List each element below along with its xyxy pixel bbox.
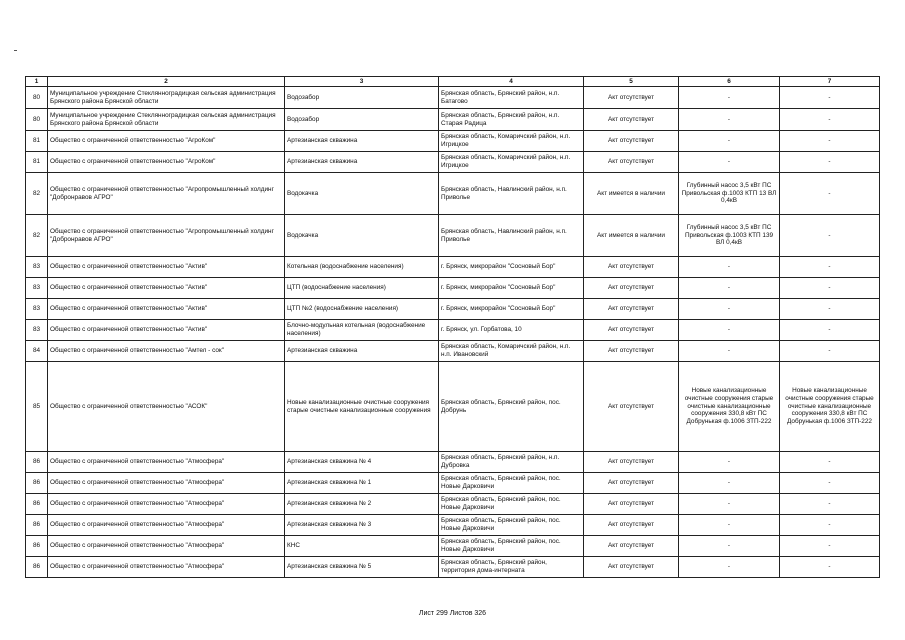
table-row <box>26 215 880 257</box>
cell-object: Артезианская скважина № 4 <box>285 452 439 473</box>
cell-object: Водокачка <box>285 215 439 257</box>
cell-act-status: Акт отсутствует <box>584 131 679 152</box>
cell-act-status: Акт отсутствует <box>584 320 679 341</box>
cell-number: 82 <box>26 215 48 257</box>
cell-act-status: Акт имеется в наличии <box>584 215 679 257</box>
cell-organization: Общество с ограниченной ответственностью "Агропромышленный холдинг "Добронравов АГРО" <box>48 215 285 257</box>
table-row <box>26 341 880 362</box>
cell-organization: Общество с ограниченной ответственностью "Актив" <box>48 257 285 278</box>
cell-object: Артезианская скважина <box>285 131 439 152</box>
cell-column-7: Новые канализационные очистные сооружения старые очистные канализационные сооружения 330,8 кВт ПС Добрунькая ф.1006 ЗТП-222 <box>780 362 880 452</box>
cell-organization: Общество с ограниченной ответственностью "Атмосфера" <box>48 494 285 515</box>
cell-column-6: - <box>679 109 780 131</box>
cell-organization: Общество с ограниченной ответственностью "АгроКом" <box>48 152 285 173</box>
cell-object: Водозабор <box>285 109 439 131</box>
cell-column-6: - <box>679 515 780 536</box>
cell-organization: Общество с ограниченной ответственностью "Актив" <box>48 320 285 341</box>
table-row <box>26 87 880 109</box>
table-row <box>26 452 880 473</box>
cell-object: Артезианская скважина <box>285 152 439 173</box>
cell-column-6: - <box>679 257 780 278</box>
cell-object: Новые канализационные очистные сооружения старые очистные канализационные сооружения <box>285 362 439 452</box>
cell-column-7: - <box>780 278 880 299</box>
cell-column-6: - <box>679 557 780 578</box>
cell-column-6: Глубинный насос 3,5 кВт ПС Привольская ф.1003 КТП 139 ВЛ 0,4кВ <box>679 215 780 257</box>
cell-organization: Общество с ограниченной ответственностью "Атмосфера" <box>48 557 285 578</box>
table-row <box>26 173 880 215</box>
cell-address: г. Брянск, микрорайон "Сосновый Бор" <box>439 257 584 278</box>
cell-organization: Общество с ограниченной ответственностью "Атмосфера" <box>48 473 285 494</box>
cell-organization: Общество с ограниченной ответственностью "Атмосфера" <box>48 515 285 536</box>
cell-column-6: - <box>679 536 780 557</box>
cell-column-7: - <box>780 87 880 109</box>
cell-organization: Общество с ограниченной ответственностью "АСОК" <box>48 362 285 452</box>
cell-act-status: Акт отсутствует <box>584 152 679 173</box>
cell-number: 86 <box>26 452 48 473</box>
cell-act-status: Акт отсутствует <box>584 494 679 515</box>
cell-column-6: - <box>679 87 780 109</box>
registry-table <box>25 76 880 578</box>
cell-address: Брянская область, Брянский район, пос. Новые Дарковичи <box>439 515 584 536</box>
cell-object: ЦТП (водоснабжение населения) <box>285 278 439 299</box>
cell-column-7: - <box>780 452 880 473</box>
cell-column-7: - <box>780 215 880 257</box>
cell-number: 83 <box>26 278 48 299</box>
cell-number: 83 <box>26 257 48 278</box>
table-row <box>26 131 880 152</box>
cell-address: Брянская область, Брянский район, н.п. Дубровка <box>439 452 584 473</box>
cell-column-7: - <box>780 341 880 362</box>
cell-address: Брянская область, Комаричский район, н.п. н.п. Ивановский <box>439 341 584 362</box>
cell-column-6: - <box>679 473 780 494</box>
cell-act-status: Акт отсутствует <box>584 515 679 536</box>
cell-number: 83 <box>26 299 48 320</box>
header-cell: 7 <box>780 77 880 87</box>
cell-organization: Общество с ограниченной ответственностью "Атмосфера" <box>48 452 285 473</box>
cell-number: 86 <box>26 515 48 536</box>
cell-column-7: - <box>780 173 880 215</box>
cell-column-7: - <box>780 320 880 341</box>
cell-act-status: Акт отсутствует <box>584 362 679 452</box>
cell-organization: Общество с ограниченной ответственностью "Актив" <box>48 299 285 320</box>
header-cell: 6 <box>679 77 780 87</box>
cell-column-7: - <box>780 299 880 320</box>
cell-column-6: - <box>679 320 780 341</box>
table-row <box>26 278 880 299</box>
cell-column-6: - <box>679 452 780 473</box>
cell-organization: Муниципальное учреждение Стеклянноградицкая сельская администрация Брянского района Брянской области <box>48 87 285 109</box>
table-row <box>26 257 880 278</box>
table-row <box>26 362 880 452</box>
table-row <box>26 299 880 320</box>
cell-number: 81 <box>26 152 48 173</box>
cell-object: КНС <box>285 536 439 557</box>
cell-organization: Общество с ограниченной ответственностью "Атмосфера" <box>48 536 285 557</box>
cell-address: г. Брянск, микрорайон "Сосновый Бор" <box>439 299 584 320</box>
cell-object: Блочно-модульная котельная (водоснабжение населения) <box>285 320 439 341</box>
cell-address: г. Брянск, ул. Горбатова, 10 <box>439 320 584 341</box>
cell-act-status: Акт отсутствует <box>584 109 679 131</box>
cell-column-7: - <box>780 109 880 131</box>
header-cell: 1 <box>26 77 48 87</box>
cell-number: 83 <box>26 320 48 341</box>
cell-address: Брянская область, Брянский район, пос. Новые Дарковичи <box>439 536 584 557</box>
cell-object: Котельная (водоснабжение населения) <box>285 257 439 278</box>
cell-column-7: - <box>780 257 880 278</box>
cell-column-6: - <box>679 131 780 152</box>
table-row <box>26 536 880 557</box>
scan-mark <box>14 50 17 51</box>
cell-address: Брянская область, Комаричский район, н.п. Игрицкое <box>439 152 584 173</box>
table-row <box>26 320 880 341</box>
cell-object: Водокачка <box>285 173 439 215</box>
cell-address: Брянская область, Брянский район, пос. Добрунь <box>439 362 584 452</box>
cell-act-status: Акт отсутствует <box>584 87 679 109</box>
table-row <box>26 473 880 494</box>
cell-number: 80 <box>26 87 48 109</box>
cell-column-7: - <box>780 536 880 557</box>
cell-act-status: Акт имеется в наличии <box>584 173 679 215</box>
table-row <box>26 494 880 515</box>
header-cell: 2 <box>48 77 285 87</box>
cell-object: Артезианская скважина № 5 <box>285 557 439 578</box>
cell-number: 85 <box>26 362 48 452</box>
cell-object: Артезианская скважина № 1 <box>285 473 439 494</box>
header-cell: 3 <box>285 77 439 87</box>
cell-object: Артезианская скважина № 3 <box>285 515 439 536</box>
cell-number: 86 <box>26 536 48 557</box>
cell-organization: Общество с ограниченной ответственностью "Амтел - сок" <box>48 341 285 362</box>
registry-table-body <box>26 77 880 578</box>
table-row <box>26 557 880 578</box>
cell-act-status: Акт отсутствует <box>584 557 679 578</box>
cell-number: 82 <box>26 173 48 215</box>
cell-address: Брянская область, Брянский район, территория дома-интерната <box>439 557 584 578</box>
cell-column-7: - <box>780 152 880 173</box>
cell-address: Брянская область, Брянский район, н.п. Батагово <box>439 87 584 109</box>
cell-address: Брянская область, Брянский район, пос. Новые Дарковичи <box>439 473 584 494</box>
cell-organization: Общество с ограниченной ответственностью "Агропромышленный холдинг "Добронравов АГРО" <box>48 173 285 215</box>
cell-address: Брянская область, Комаричский район, н.п. Игрицкое <box>439 131 584 152</box>
cell-number: 80 <box>26 109 48 131</box>
header-cell: 5 <box>584 77 679 87</box>
cell-column-6: - <box>679 341 780 362</box>
cell-column-7: - <box>780 494 880 515</box>
cell-act-status: Акт отсутствует <box>584 278 679 299</box>
cell-column-6: - <box>679 152 780 173</box>
cell-object: Водозабор <box>285 87 439 109</box>
cell-organization: Муниципальное учреждение Стеклянноградицкая сельская администрация Брянского района Брянской области <box>48 109 285 131</box>
cell-organization: Общество с ограниченной ответственностью "АгроКом" <box>48 131 285 152</box>
cell-address: г. Брянск, микрорайон "Сосновый Бор" <box>439 278 584 299</box>
cell-address: Брянская область, Навлинский район, н.п. Приволье <box>439 215 584 257</box>
cell-column-7: - <box>780 131 880 152</box>
table-row <box>26 152 880 173</box>
cell-column-6: - <box>679 494 780 515</box>
header-cell: 4 <box>439 77 584 87</box>
cell-number: 86 <box>26 557 48 578</box>
cell-column-7: - <box>780 557 880 578</box>
cell-object: ЦТП №2 (водоснабжение населения) <box>285 299 439 320</box>
cell-column-7: - <box>780 473 880 494</box>
cell-address: Брянская область, Брянский район, пос. Новые Дарковичи <box>439 494 584 515</box>
cell-act-status: Акт отсутствует <box>584 299 679 320</box>
cell-number: 84 <box>26 341 48 362</box>
cell-number: 86 <box>26 494 48 515</box>
cell-number: 81 <box>26 131 48 152</box>
table-row <box>26 109 880 131</box>
cell-column-6: - <box>679 299 780 320</box>
table-row <box>26 515 880 536</box>
cell-act-status: Акт отсутствует <box>584 257 679 278</box>
header-row <box>26 77 880 87</box>
cell-object: Артезианская скважина <box>285 341 439 362</box>
cell-column-6: Новые канализационные очистные сооружения старые очистные канализационные сооружения 330,8 кВт ПС Добрунькая ф.1006 ЗТП-222 <box>679 362 780 452</box>
cell-act-status: Акт отсутствует <box>584 341 679 362</box>
cell-address: Брянская область, Навлинский район, н.п. Приволье <box>439 173 584 215</box>
cell-number: 86 <box>26 473 48 494</box>
cell-act-status: Акт отсутствует <box>584 473 679 494</box>
cell-column-6: Глубинный насос 3,5 кВт ПС Привольская ф.1003 КТП 13 ВЛ 0,4кВ <box>679 173 780 215</box>
cell-act-status: Акт отсутствует <box>584 536 679 557</box>
cell-column-6: - <box>679 278 780 299</box>
cell-act-status: Акт отсутствует <box>584 452 679 473</box>
cell-column-7: - <box>780 515 880 536</box>
cell-address: Брянская область, Брянский район, н.п. Старая Радица <box>439 109 584 131</box>
cell-organization: Общество с ограниченной ответственностью "Актив" <box>48 278 285 299</box>
page-footer: Лист 299 Листов 326 <box>418 610 487 617</box>
cell-object: Артезианская скважина № 2 <box>285 494 439 515</box>
